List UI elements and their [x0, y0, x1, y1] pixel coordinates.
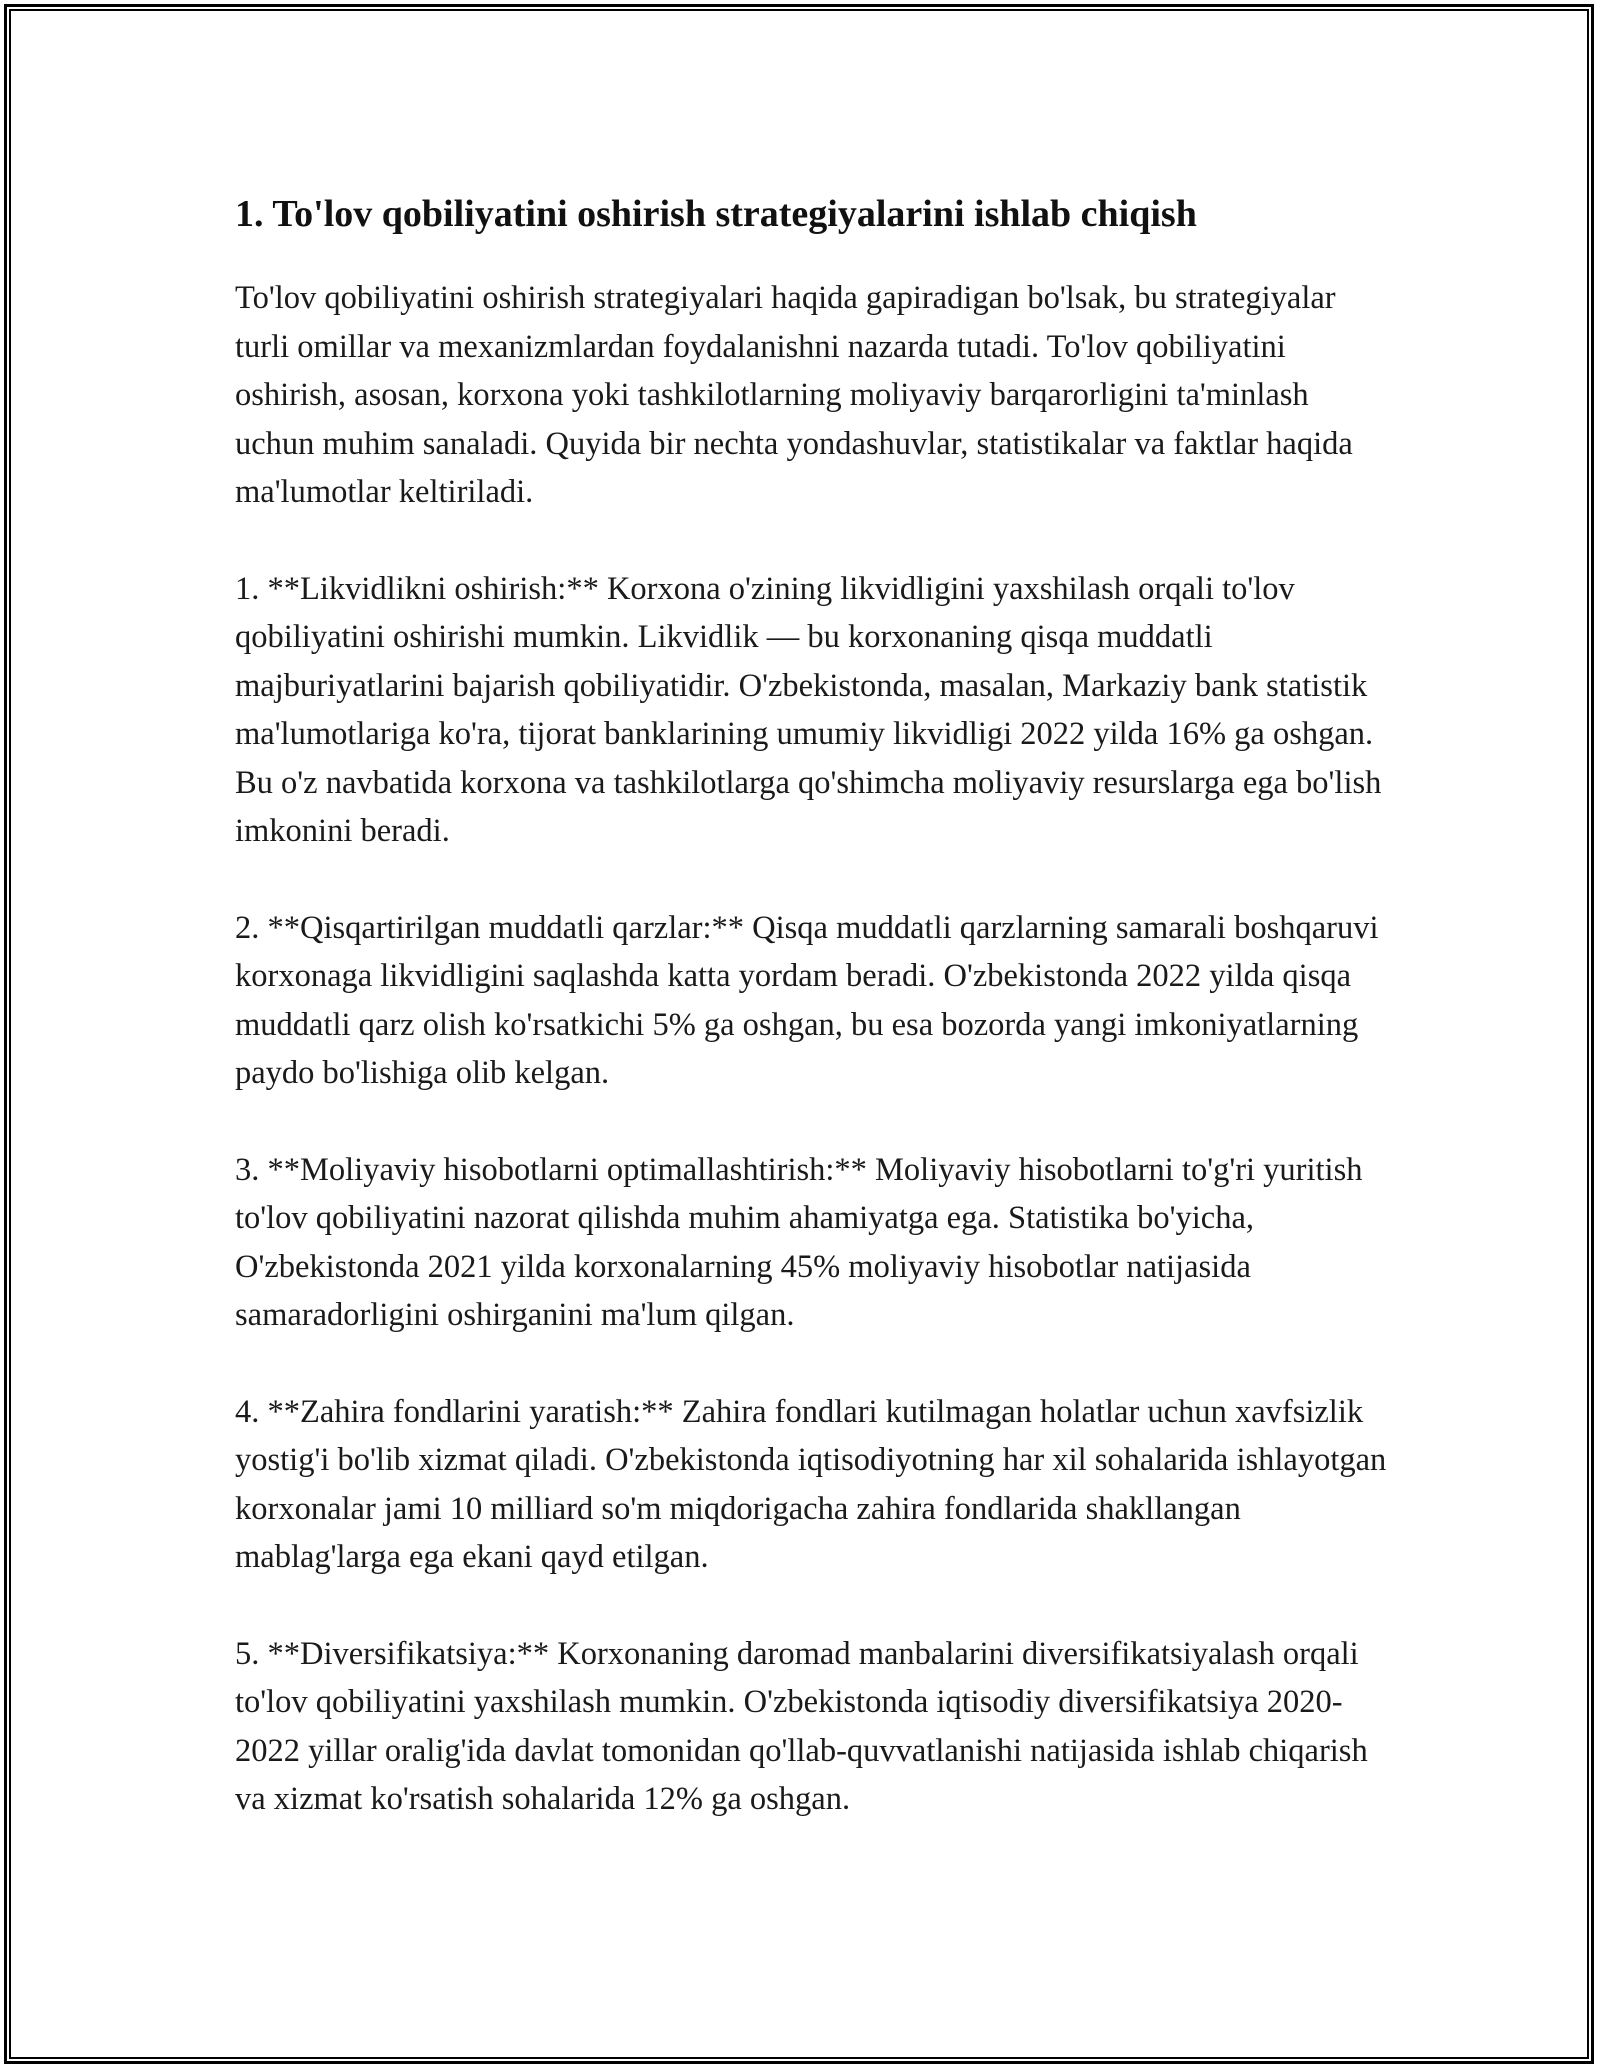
paragraph-diversification: 5. **Diversifikatsiya:** Korxonaning daromad manbalarini diversifikatsiyalash orqali to'lov qobiliyatini yaxshilash mumkin. O'zbekistonda iqtisodiy diversifikatsiya 2020-2022 yillar oralig'ida davlat tomonidan qo'llab-quvvatlanishi natijasida ishlab chiqarish va xizmat ko'rsatish sohalarida 12% ga oshgan. [235, 1635, 1368, 1817]
paragraph-reserve-funds: 4. **Zahira fondlarini yaratish:** Zahira fondlari kutilmagan holatlar uchun xavfsizlik yostig'i bo'lib xizmat qiladi. O'zbekistonda iqtisodiyotning har xil sohalarida ishlayotgan korxonalar jami 10 milliard so'm miqdorigacha zahira fondlarida shakllangan mablag'larga ega ekani qayd etilgan. [235, 1393, 1387, 1575]
paragraph-short-term-debt: 2. **Qisqartirilgan muddatli qarzlar:** Qisqa muddatli qarzlarning samarali boshqaruvi korxonaga likvidligini saqlashda katta yordam beradi. O'zbekistonda 2022 yilda qisqa muddatli qarz olish ko'rsatkichi 5% ga oshgan, bu esa bozorda yangi imkoniyatlarning paydo bo'lishiga olib kelgan. [235, 909, 1379, 1091]
intro-paragraph: To'lov qobiliyatini oshirish strategiyalari haqida gapiradigan bo'lsak, bu strategiyalar turli omillar va mexanizmlardan foydalanishni nazarda tutadi. To'lov qobiliyatini oshirish, asosan, korxona yoki tashkilotlarning moliyaviy barqarorligini ta'minlash uchun muhim sanaladi. Quyida bir nechta yondashuvlar, statistikalar va faktlar haqida ma'lumotlar keltiriladi. [235, 280, 1353, 510]
paragraph-liquidity: 1. **Likvidlikni oshirish:** Korxona o'zining likvidligini yaxshilash orqali to'lov qobiliyatini oshirishi mumkin. Likvidlik — bu korxonaning qisqa muddatli majburiyatlarini bajarish qobiliyatidir. O'zbekistonda, masalan, Markaziy bank statistik ma'lumotlariga ko'ra, tijorat banklarining umumiy likvidligi 2022 yilda 16% ga oshgan. Bu o'z navbatida korxona va tashkilotlarga qo'shimcha moliyaviy resurslarga ega bo'lish imkonini beradi. [235, 570, 1382, 849]
paragraph-financial-reports: 3. **Moliyaviy hisobotlarni optimallashtirish:** Moliyaviy hisobotlarni to'g'ri yuritish to'lov qobiliyatini nazorat qilishda muhim ahamiyatga ega. Statistika bo'yicha, O'zbekistonda 2021 yilda korxonalarning 45% moliyaviy hisobotlar natijasida samaradorligini oshirganini ma'lum qilgan. [235, 1151, 1363, 1333]
section-heading: 1. To'lov qobiliyatini oshirish strategiyalarini ishlab chiqish [235, 193, 1197, 235]
document-body [235, 186, 1395, 1872]
